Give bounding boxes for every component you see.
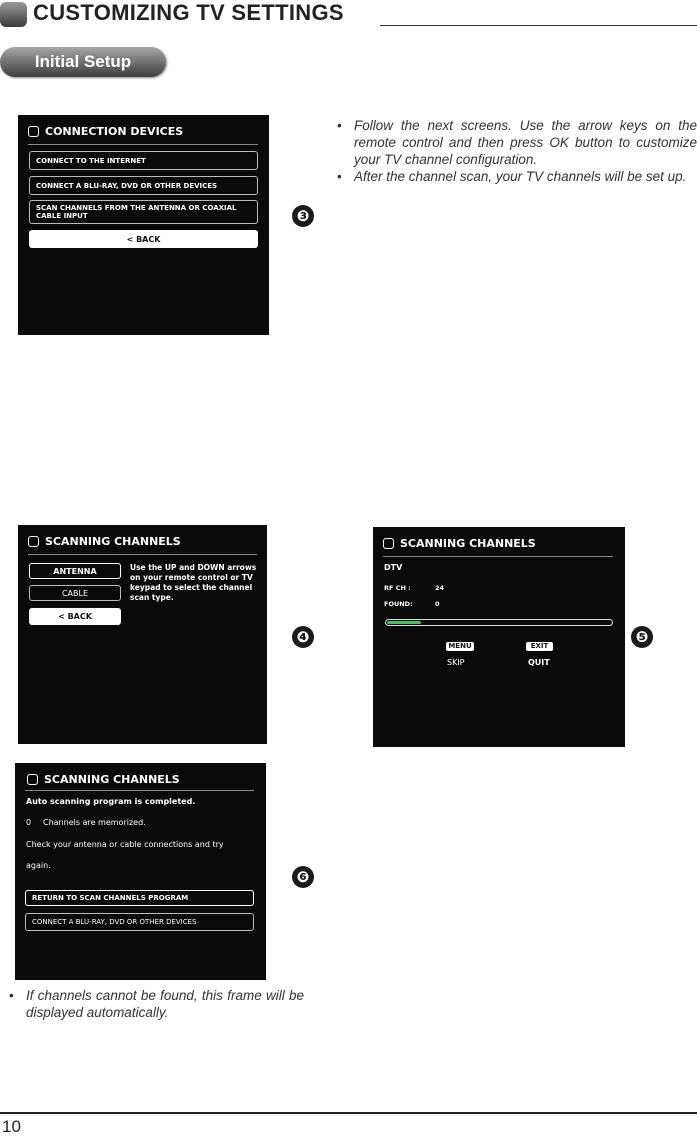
channel-count: 0: [26, 818, 32, 827]
scan-type-screen: [18, 525, 267, 744]
screen-title: SCANNING CHANNELS: [383, 537, 536, 550]
return-to-scan-button[interactable]: RETURN TO SCAN CHANNELS PROGRAM: [25, 890, 254, 906]
checkbox-icon: [27, 774, 38, 785]
channel-count-text: Channels are memorized.: [43, 818, 146, 827]
back-button[interactable]: < BACK: [29, 230, 258, 248]
screen-title: SCANNING CHANNELS: [27, 773, 180, 786]
back-chevron-icon: <: [126, 234, 137, 244]
checkbox-icon: [383, 538, 394, 549]
skip-label: SKIP: [447, 658, 465, 667]
title-rule: [28, 144, 258, 145]
found-label: FOUND:: [384, 600, 413, 608]
scan-complete-screen: [15, 763, 266, 980]
complete-message: Auto scanning program is completed.: [26, 797, 196, 806]
scan-progress-screen: [373, 527, 625, 747]
cable-option[interactable]: CABLE: [29, 585, 121, 601]
connect-device-button[interactable]: CONNECT A BLU-RAY, DVD OR OTHER DEVICES: [25, 913, 254, 931]
title-rule: [383, 556, 613, 557]
title-rule: [25, 790, 254, 791]
screen-title: SCANNING CHANNELS: [28, 535, 181, 548]
tuner-mode: DTV: [384, 563, 403, 572]
section-pill: Initial Setup: [0, 47, 166, 77]
connection-devices-screen: [18, 115, 269, 335]
scan-hint: Use the UP and DOWN arrows on your remote control or TV keypad to select the channel scan type.: [130, 563, 257, 602]
step-6-note: [8, 987, 304, 1021]
retry-message-cont: again.: [26, 861, 51, 870]
footer-rule: [0, 1112, 697, 1114]
bullet-item: • Follow the next screens. Use the arrow keys on the remote control and then press OK button to customize your TV channel configuration.: [336, 117, 697, 168]
page-title: CUSTOMIZING TV SETTINGS: [33, 0, 344, 25]
checkbox-icon: [28, 126, 39, 137]
exit-key[interactable]: EXIT: [526, 642, 553, 651]
back-chevron-icon: <: [58, 612, 68, 621]
rf-channel-label: RF CH :: [384, 584, 411, 592]
menu-key[interactable]: MENU: [446, 642, 474, 651]
scan-progress-bar: [385, 619, 613, 626]
option-scan-channels[interactable]: SCAN CHANNELS FROM THE ANTENNA OR COAXIAL CABLE INPUT: [29, 200, 258, 224]
option-internet[interactable]: CONNECT TO THE INTERNET: [29, 151, 258, 170]
option-connect-device[interactable]: CONNECT A BLU-RAY, DVD OR OTHER DEVICES: [29, 176, 258, 195]
retry-message: Check your antenna or cable connections and try: [26, 840, 224, 849]
step-4-badge: ❹: [292, 626, 314, 648]
rf-channel-value: 24: [435, 584, 445, 592]
step-3-instructions: [336, 117, 697, 185]
quit-label: QUIT: [528, 658, 550, 667]
step-5-badge: ❺: [631, 626, 653, 648]
checkbox-icon: [28, 536, 39, 547]
title-rule: [28, 554, 257, 555]
step-6-badge: ❻: [292, 866, 314, 888]
section-icon: [0, 2, 27, 27]
back-button[interactable]: < BACK: [29, 608, 121, 625]
found-value: 0: [435, 600, 440, 608]
screen-title: CONNECTION DEVICES: [28, 125, 183, 138]
scan-progress-fill: [387, 621, 421, 624]
bullet-item: • After the channel scan, your TV channels will be set up.: [336, 168, 697, 185]
antenna-option[interactable]: ANTENNA: [29, 563, 121, 579]
header-rule: [380, 25, 697, 26]
bullet-item: • If channels cannot be found, this frame will be displayed automatically.: [8, 987, 304, 1021]
step-3-badge: ❸: [292, 205, 314, 227]
page-number: 10: [2, 1117, 21, 1136]
